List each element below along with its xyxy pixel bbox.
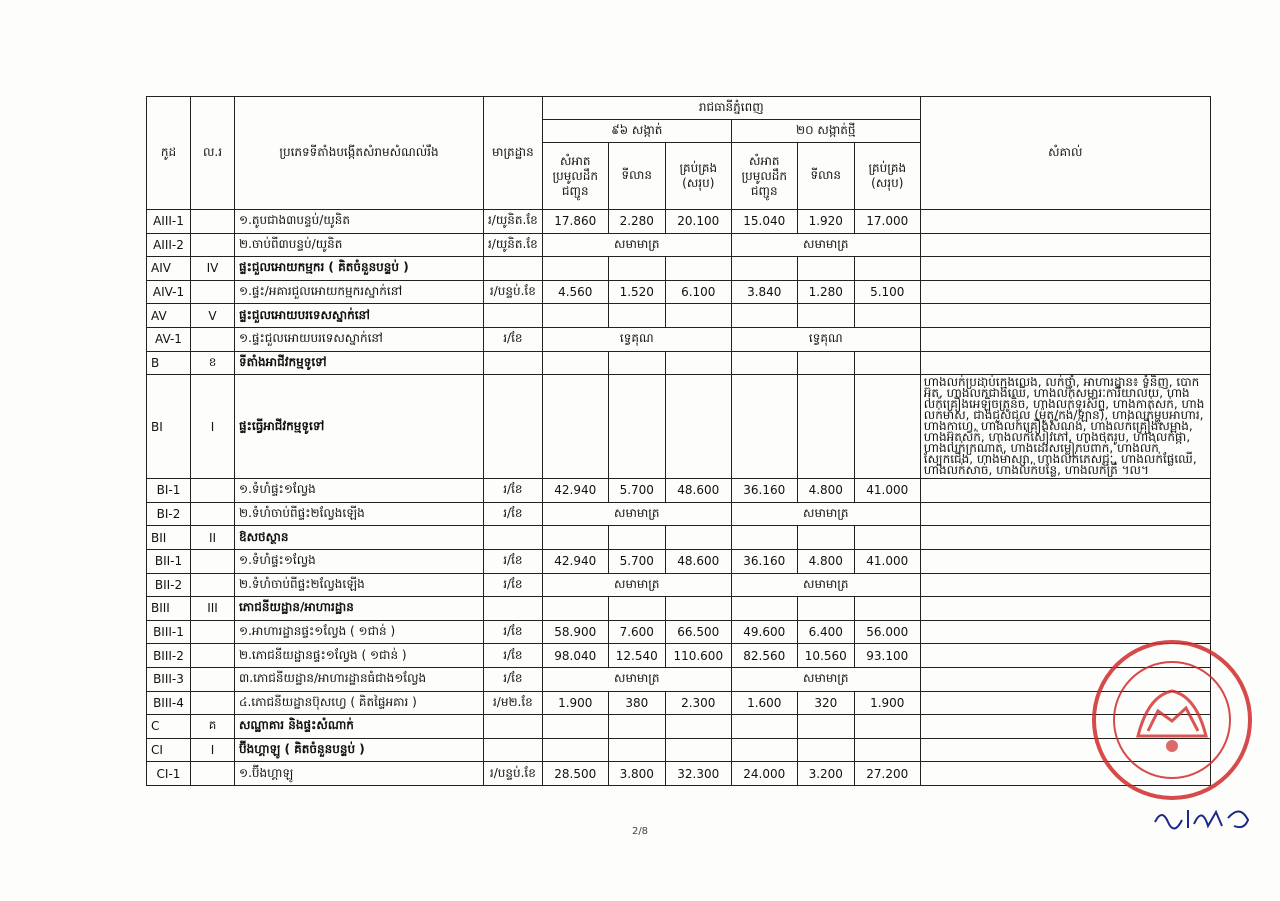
row-name: ៤.ភោជនីយដ្ឋានប៊ុសហ្វេ ( គិតផ្ទៃអគារ ) [235,691,484,715]
row-unit: រ/ខែ [484,667,543,691]
row-value: 320 [797,691,854,715]
row-note [920,526,1210,550]
row-name: ៣.ភោជនីយដ្ឋាន/អាហារដ្ឋានធំជាង១ល្វែង [235,667,484,691]
row-value: 32.300 [665,762,731,786]
table-row [147,327,1211,351]
row-empty [797,715,854,739]
row-unit: រ/ខែ [484,573,543,597]
row-empty [731,738,797,762]
row-empty [731,526,797,550]
row-value: 1.900 [854,691,920,715]
row-value: 48.600 [665,479,731,503]
table-row [147,620,1211,644]
row-name: ១.ផ្ទះជួលអោយបរទេសស្នាក់នៅ [235,327,484,351]
row-empty [542,304,608,328]
row-value: 1.920 [797,210,854,234]
row-value: 20.100 [665,210,731,234]
row-unit [484,738,543,762]
row-empty [731,375,797,479]
row-value: 2.280 [608,210,665,234]
row-unit: រ/ខែ [484,620,543,644]
row-ln: II [191,526,235,550]
row-empty [797,375,854,479]
table-row [147,233,1211,257]
row-value: 3.200 [797,762,854,786]
header-manage-2: គ្រប់គ្រង (សរុប) [854,143,920,210]
table-row [147,597,1211,621]
row-code: AIII-2 [147,233,191,257]
row-ln [191,644,235,668]
row-unit [484,597,543,621]
row-unit [484,715,543,739]
row-empty [665,715,731,739]
row-note [920,597,1210,621]
row-ln [191,280,235,304]
row-ln: III [191,597,235,621]
row-unit: រ/ខែ [484,502,543,526]
row-empty [608,597,665,621]
row-ln [191,691,235,715]
row-name: ២.ទំហំចាប់ពីផ្ទះ២ល្វែងឡើង [235,573,484,597]
row-empty [797,351,854,375]
row-note [920,210,1210,234]
row-name: ២.ទំហំចាប់ពីផ្ទះ២ល្វែងឡើង [235,502,484,526]
row-empty [542,375,608,479]
row-value: 7.600 [608,620,665,644]
row-name: ឱសថស្ថាន [235,526,484,550]
row-unit: រ/បន្ទប់.ខែ [484,280,543,304]
row-name: ២.ភោជនីយដ្ឋានផ្ទះ១ល្វែង ( ១ជាន់ ) [235,644,484,668]
row-name: ផ្ទះធ្វើអាជីវកម្មទូទៅ [235,375,484,479]
header-note: សំគាល់ [920,97,1210,210]
row-unit: រ/បន្ទប់.ខែ [484,762,543,786]
row-value: 4.800 [797,549,854,573]
row-name: ១.អាហារដ្ឋានផ្ទះ១ល្វែង ( ១ជាន់ ) [235,620,484,644]
row-proportion-20: សមាមាត្រ [731,233,920,257]
row-value: 3.800 [608,762,665,786]
fee-table [146,96,1211,786]
row-value: 15.040 [731,210,797,234]
row-proportion-20: សមាមាត្រ [731,573,920,597]
row-ln: IV [191,257,235,281]
table-row [147,573,1211,597]
row-note [920,479,1210,503]
row-ln: I [191,375,235,479]
header-dump-2: ទីលាន [797,143,854,210]
row-empty [665,738,731,762]
row-unit: រ/ខែ [484,644,543,668]
row-name: ផ្ទះជួលអោយកម្មករ ( គិតចំនួនបន្ទប់ ) [235,257,484,281]
row-code: B [147,351,191,375]
table-row [147,644,1211,668]
row-value: 42.940 [542,479,608,503]
row-proportion-96: សមាមាត្រ [542,573,731,597]
row-value: 42.940 [542,549,608,573]
row-value: 10.560 [797,644,854,668]
row-value: 1.280 [797,280,854,304]
row-value: 1.900 [542,691,608,715]
row-empty [731,304,797,328]
row-unit: រ/ខែ [484,327,543,351]
table-row [147,351,1211,375]
row-value: 17.000 [854,210,920,234]
table-row [147,210,1211,234]
row-ln [191,667,235,691]
row-empty [797,526,854,550]
row-empty [854,351,920,375]
row-value: 3.840 [731,280,797,304]
row-empty [797,597,854,621]
row-note [920,573,1210,597]
row-empty [608,257,665,281]
row-empty [731,351,797,375]
signature [1150,800,1260,836]
table-row [147,549,1211,573]
table-body [147,210,1211,786]
row-empty [665,304,731,328]
row-value: 98.040 [542,644,608,668]
table-row [147,375,1211,479]
row-note [920,257,1210,281]
table-row [147,526,1211,550]
row-value: 17.860 [542,210,608,234]
row-empty [665,597,731,621]
row-ln [191,502,235,526]
row-name: ២.ចាប់ពី៣បន្ទប់/យូនិត [235,233,484,257]
header-dump-1: ទីលាន [608,143,665,210]
row-note [920,304,1210,328]
row-note [920,327,1210,351]
row-ln [191,549,235,573]
row-empty [608,715,665,739]
table-row [147,762,1211,786]
row-proportion-20: សមាមាត្រ [731,667,920,691]
row-code: AV-1 [147,327,191,351]
row-value: 6.100 [665,280,731,304]
row-unit [484,351,543,375]
row-code: AIV [147,257,191,281]
row-name: ១.ប៊ីងហ្គាឡូ [235,762,484,786]
row-value: 4.560 [542,280,608,304]
row-code: BI [147,375,191,479]
row-ln [191,620,235,644]
table-row [147,304,1211,328]
row-code: BI-1 [147,479,191,503]
row-unit: រ/ខែ [484,549,543,573]
header-group-96: ៩៦ សង្កាត់ [542,120,731,143]
row-empty [665,257,731,281]
header-unit: មាត្រដ្ឋាន [484,97,543,210]
row-ln: V [191,304,235,328]
row-code: AV [147,304,191,328]
row-value: 27.200 [854,762,920,786]
row-code: CI-1 [147,762,191,786]
row-value: 28.500 [542,762,608,786]
row-value: 36.160 [731,549,797,573]
header-code: កូដ [147,97,191,210]
row-name: ១.ផ្ទះ/អគារជួលអោយកម្មករស្នាក់នៅ [235,280,484,304]
row-code: CI [147,738,191,762]
row-unit [484,257,543,281]
row-value: 41.000 [854,549,920,573]
row-empty [608,351,665,375]
header-collect-2: សំអាត ប្រមូលដឹក ជញ្ជូន [731,143,797,210]
row-value: 5.100 [854,280,920,304]
row-empty [731,597,797,621]
row-value: 48.600 [665,549,731,573]
row-value: 380 [608,691,665,715]
row-note [920,351,1210,375]
row-value: 66.500 [665,620,731,644]
row-ln: ខ [191,351,235,375]
row-empty [854,526,920,550]
row-empty [665,375,731,479]
row-code: BII-2 [147,573,191,597]
row-code: BI-2 [147,502,191,526]
official-stamp [1088,636,1256,804]
row-code: BIII [147,597,191,621]
row-empty [797,738,854,762]
row-empty [854,257,920,281]
row-value: 12.540 [608,644,665,668]
row-ln: I [191,738,235,762]
row-value: 56.000 [854,620,920,644]
row-value: 36.160 [731,479,797,503]
row-empty [665,526,731,550]
table-row [147,280,1211,304]
row-unit: រ/យូនិត.ខែ [484,210,543,234]
row-value: 110.600 [665,644,731,668]
row-proportion-96: សមាមាត្រ [542,233,731,257]
row-empty [542,597,608,621]
row-ln [191,573,235,597]
row-empty [542,351,608,375]
row-ln [191,479,235,503]
row-empty [665,351,731,375]
row-code: BIII-1 [147,620,191,644]
row-empty [731,257,797,281]
row-value: 1.600 [731,691,797,715]
row-proportion-20: សមាមាត្រ [731,502,920,526]
row-value: 2.300 [665,691,731,715]
row-unit: រ/ម២.ខែ [484,691,543,715]
row-empty [608,375,665,479]
row-value: 5.700 [608,549,665,573]
row-empty [854,304,920,328]
row-empty [608,738,665,762]
row-name: ១.ទំហំផ្ទះ១ល្វែង [235,479,484,503]
row-unit [484,375,543,479]
row-ln [191,327,235,351]
row-note [920,549,1210,573]
page-number: 2/8 [631,826,649,837]
row-proportion-96: សមាមាត្រ [542,502,731,526]
row-value: 5.700 [608,479,665,503]
row-proportion-96: សមាមាត្រ [542,667,731,691]
row-code: BIII-3 [147,667,191,691]
row-empty [797,304,854,328]
row-code: BIII-4 [147,691,191,715]
row-empty [797,257,854,281]
row-name: ផ្ទះជួលអោយបរទេសស្នាក់នៅ [235,304,484,328]
header-ln: ល.រ [191,97,235,210]
row-value: 4.800 [797,479,854,503]
row-empty [854,375,920,479]
row-code: AIV-1 [147,280,191,304]
row-value: 82.560 [731,644,797,668]
table-row [147,667,1211,691]
row-name: ទីតាំងអាជីវកម្មទូទៅ [235,351,484,375]
row-empty [608,304,665,328]
row-value: 93.100 [854,644,920,668]
row-code: C [147,715,191,739]
table-row [147,479,1211,503]
header-manage-1: គ្រប់គ្រង (សរុប) [665,143,731,210]
row-ln [191,210,235,234]
table-row [147,502,1211,526]
row-name: ភោជនីយដ្ឋាន/អាហារដ្ឋាន [235,597,484,621]
row-unit: រ/ខែ [484,479,543,503]
row-name: ១.ទំហំផ្ទះ១ល្វែង [235,549,484,573]
table-row [147,715,1211,739]
row-name: ប៊ីងហ្គាឡូ ( គិតចំនួនបន្ទប់ ) [235,738,484,762]
row-note [920,502,1210,526]
header-group-20: ២០ សង្កាត់ថ្មី [731,120,920,143]
row-code: BIII-2 [147,644,191,668]
row-value: 49.600 [731,620,797,644]
row-code: BII-1 [147,549,191,573]
header-collect-1: សំអាត ប្រមូលដឹក ជញ្ជូន [542,143,608,210]
row-unit [484,304,543,328]
row-ln [191,762,235,786]
row-empty [854,738,920,762]
row-proportion-96: ទ្វេគុណ [542,327,731,351]
row-name: សណ្ឋាគារ និងផ្ទះសំណាក់ [235,715,484,739]
row-value: 24.000 [731,762,797,786]
header-type: ប្រភេទទីតាំងបង្កើតសំរាមសំណល់រឹង [235,97,484,210]
table-row [147,738,1211,762]
row-value: 58.900 [542,620,608,644]
row-empty [542,738,608,762]
row-empty [542,526,608,550]
row-value: 41.000 [854,479,920,503]
row-empty [854,715,920,739]
row-empty [542,257,608,281]
row-value: 6.400 [797,620,854,644]
row-value: 1.520 [608,280,665,304]
row-note [920,233,1210,257]
row-note [920,280,1210,304]
table-row [147,257,1211,281]
row-empty [608,526,665,550]
row-name: ១.តូបជាង៣បន្ទប់/យូនិត [235,210,484,234]
row-unit: រ/យូនិត.ខែ [484,233,543,257]
bi-note: ហាងលក់ប្រដាប់ក្មេងលេង, លក់ថ្នាំ, អាហារដ្ឋាន៖ ទំនិញ, បោកអ៊ុត, ហាងលក់ជាងឈើ, ហាងលក់សម្ភារៈការិយាល័យ, ហាងលក់គ្រឿងអេឡិចត្រូនិច, ហាងលក់ទូរស័ព្ទ, ហាងកាត់សក់, ហាងលក់មាស, ជាងជួសជុល (ម៉ូតូ/កង់/ឡាន), ហាងលក់ម្ហូបអាហារ, ហាងកាហ្វេ, ហាងលក់គ្រឿងសំណង់, ហាងលក់គ្រឿងសម្អាង, ហាងអ៊ុតសក់, ហាងលក់សៀវភៅ, ហាងថតរូប, ហាងលក់ផ្កា, ហាងលក់ក្រណាត់, ហាងដេរសម្លៀកបំពាក់, ហាងលក់ស្បែកជើង, ហាងម៉ាស្សា, ហាងលក់ភេសជ្ជៈ, ហាងលក់ផ្លែឈើ, ហាងលក់សាច់, ហាងលក់បន្លែ, ហាងលក់ត្រី ។ល។ [920,375,1210,479]
row-code: AIII-1 [147,210,191,234]
row-empty [854,597,920,621]
row-empty [731,715,797,739]
row-ln [191,233,235,257]
row-empty [542,715,608,739]
row-ln: គ [191,715,235,739]
row-unit [484,526,543,550]
row-code: BII [147,526,191,550]
header-city: រាជធានីភ្នំពេញ [542,97,920,120]
row-proportion-20: ទ្វេគុណ [731,327,920,351]
table-row [147,691,1211,715]
